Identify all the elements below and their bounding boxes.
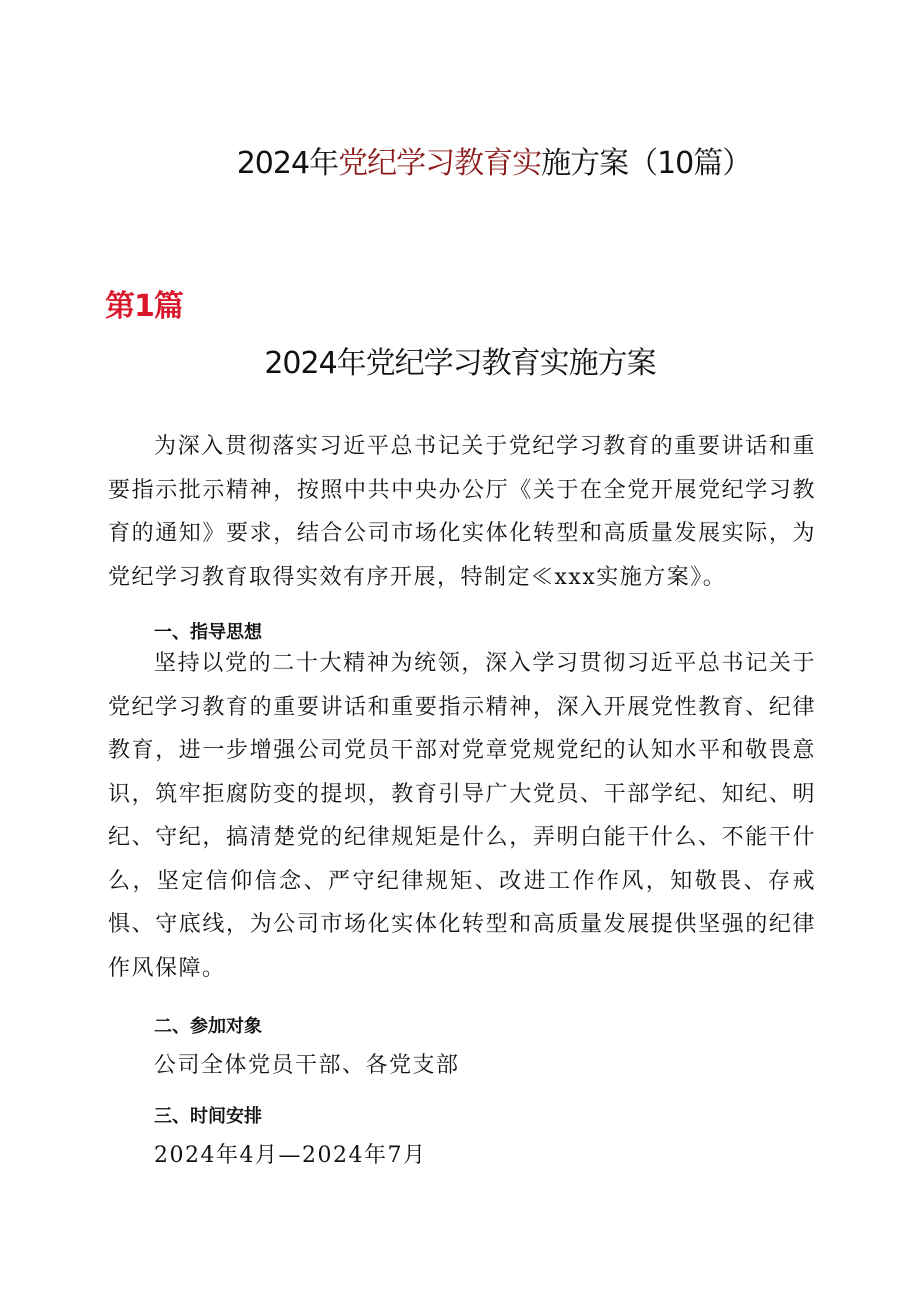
title-prefix: 2024年 — [236, 146, 339, 181]
section-heading-participants: 二、参加对象 — [154, 1016, 262, 1037]
section-label: 第1篇 — [105, 289, 183, 324]
section-body-participants: 公司全体党员干部、各党支部 — [154, 1053, 460, 1078]
document-title — [0, 138, 920, 182]
section-heading-schedule: 三、时间安排 — [154, 1106, 262, 1127]
section-body-schedule: 2024年4月—2024年7月 — [154, 1143, 427, 1168]
title-suffix: 施方案（10篇） — [541, 146, 752, 181]
section-body-guiding-thought: 坚持以党的二十大精神为统领，深入学习贯彻习近平总书记关于党纪学习教育的重要讲话和重要指示精神，深入开展党性教育、纪律教育，进一步增强公司党员干部对党章党规党纪的认知水平和敬畏意识，筑牢拒腐防变的提坝，教育引导广大党员、干部学纪、知纪、明纪、守纪，搞清楚党的纪律规矩是什么，弄明白能干什么、不能干什么，坚定信仰信念、严守纪律规矩、改进工作作风，知敬畏、存戒惧、守底线，为公司市场化实体化转型和高质量发展提供坚强的纪律作风保障。 — [108, 651, 816, 981]
intro-paragraph: 为深入贯彻落实习近平总书记关于党纪学习教育的重要讲话和重要指示批示精神，按照中共中央办公厅《关于在全党开展党纪学习教育的通知》要求，结合公司市场化实体化转型和高质量发展实际，为党纪学习教育取得实效有序开展，特制定≪xxx实施方案》。 — [108, 434, 816, 590]
sub-title: 2024年党纪学习教育实施方案 — [264, 346, 656, 381]
title-highlight: 党纪学习教育实 — [338, 146, 542, 181]
section-heading-guiding-thought: 一、指导思想 — [154, 622, 262, 643]
